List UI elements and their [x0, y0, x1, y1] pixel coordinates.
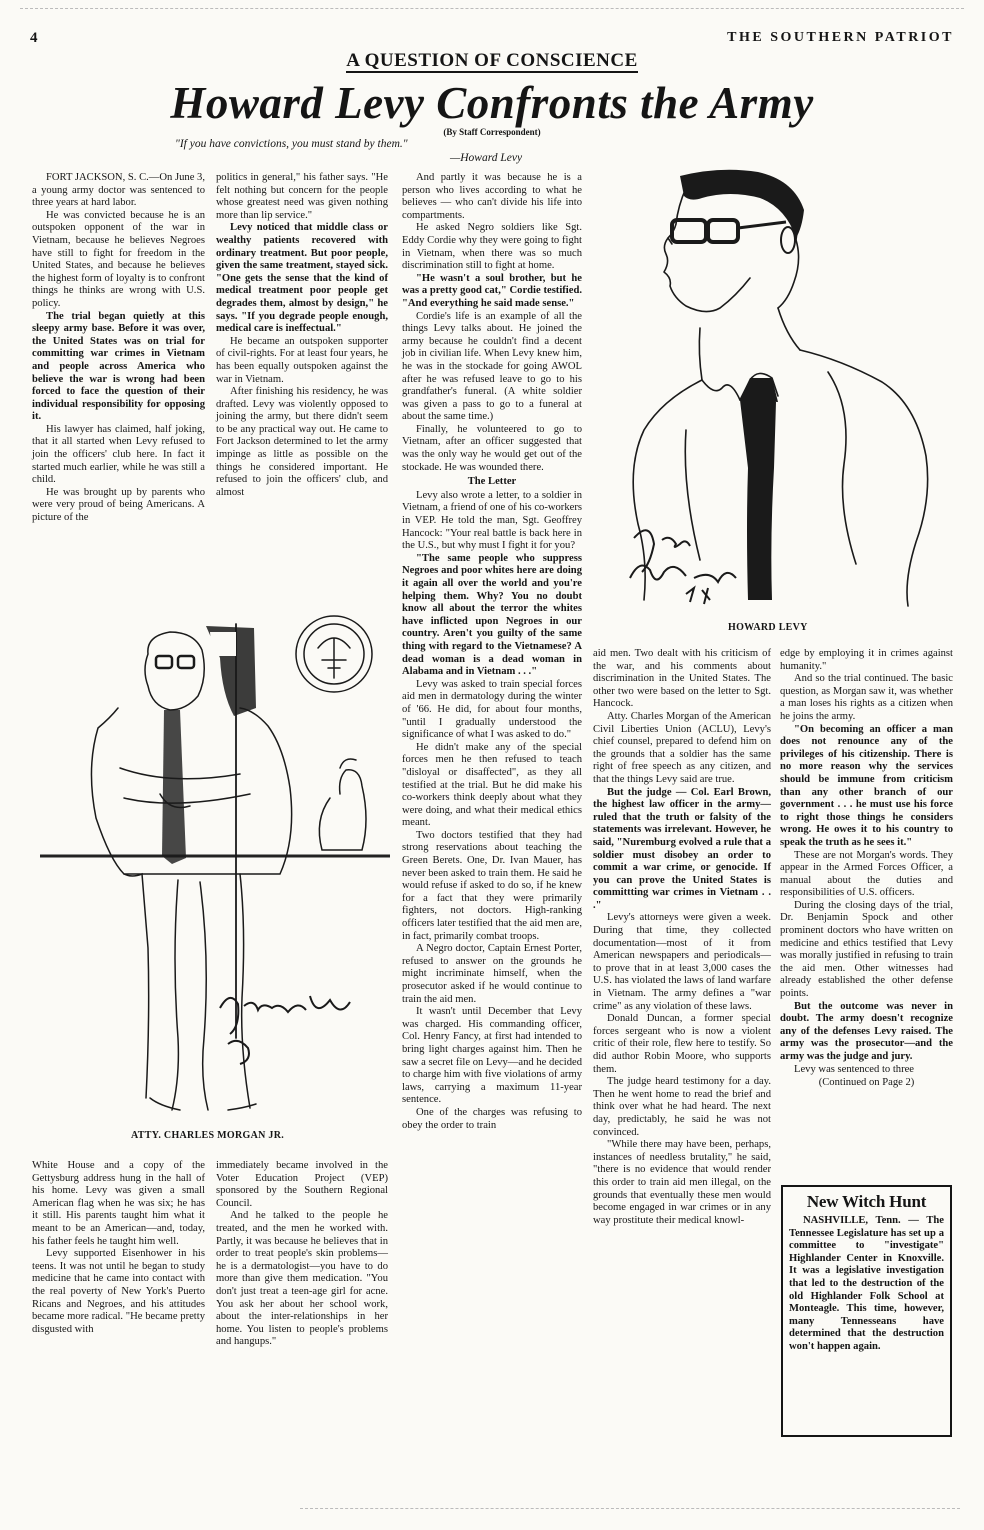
article-column-2-bottom [216, 1160, 388, 1349]
box-body: NASHVILLE, Tenn. — The Tennessee Legislature has set up a committee to "investigate" Highlander Center in Knoxville. It was a legislative investigation that led to the destruction of the old Highlander Folk School at Monteagle. This time, however, many Tennesseans have determined that the destruction won't happen again. [789, 1215, 944, 1352]
paragraph: A Negro doctor, Captain Ernest Porter, refused to answer on the grounds he might incriminate himself, when the prosecutor asked if he would continue to train the aid men. [402, 943, 582, 1005]
kicker [0, 50, 984, 72]
paragraph: But the outcome was never in doubt. The army doesn't recognize any of the defenses Levy raised. The army was the prosecutor—and the army was the judge and jury. [780, 1000, 953, 1062]
paragraph: Levy noticed that middle class or wealthy patients recovered with ordinary treatment. But poor people, given the same treatment, stayed sick. "One gets the sense that the kind of medical treatment poor people get degrades them, almost by design," he says. "If you degrade people enough, medical care is ineffectual." [216, 222, 388, 335]
howard-levy-portrait-sketch [590, 168, 960, 608]
byline: (By Staff Correspondent) [443, 127, 541, 137]
paragraph: He didn't make any of the special forces men he then refused to teach "disloyal or disaffected", as they all testified at the trial. But he did make his co-workers think deeply about what they were doing, and what their medical ethics meant. [402, 741, 582, 829]
paragraph: White House and a copy of the Gettysburg address hung in the hall of his home. Levy was given a small American flag when he was six; he has it still. His parents taught him what it meant to be an American—and, today, his father feels he taught him well. [32, 1160, 205, 1247]
paragraph: And so the trial continued. The basic question, as Morgan saw it, was whether a man loses his rights as a citizen when he joins the army. [780, 673, 953, 722]
paragraph: Two doctors testified that they had strong reservations about teaching the Green Berets. One, Dr. Ivan Mauer, has never been asked to train them. He said he would refuse if asked to do so, if he knew for a fact that they were primarily fighters, not doctors. High-ranking officers later testified that the aid men are, in fact, primarily combat troops. [402, 829, 582, 942]
paragraph: And he talked to the people he treated, and the men he worked with. Partly, it was because he believes that in order to treat people's skin problems—he is a dermatologist—you have to do more than give them medication. "You don't just treat a teen-age girl for acne. You ask her about her school work, about the inter-relationships in her home. You listen to people's problems and hangups." [216, 1210, 388, 1348]
newspaper-name: THE SOUTHERN PATRIOT [727, 30, 954, 45]
paragraph: immediately became involved in the Voter Education Project (VEP) sponsored by the Southern Regional Council. [216, 1160, 388, 1209]
caption-charles-morgan: ATTY. CHARLES MORGAN JR. [131, 1130, 285, 1141]
bottom-rule [300, 1508, 960, 1509]
paragraph: edge by employing it in crimes against humanity." [780, 648, 953, 672]
article-column-5 [780, 648, 953, 1090]
charles-morgan-portrait-sketch [40, 598, 390, 1113]
article-column-1 [32, 172, 205, 525]
paragraph: "He wasn't a soul brother, but he was a pretty good cat," Cordie testified. "And everything he said made sense." [402, 272, 582, 309]
epigraph-quote: "If you have convictions, you must stand by them." [175, 138, 408, 150]
article-column-1-bottom [32, 1160, 205, 1336]
paragraph: He was convicted because he is an outspoken opponent of the war in Vietnam, because he believes Negroes have still to fight for freedom in the United States, and because he believes the highest form of loyalty is to confront things he thinks are wrong with U.S. policy. [32, 209, 205, 309]
new-witch-hunt-box [781, 1185, 952, 1437]
paragraph: These are not Morgan's words. They appear in the Armed Forces Officer, a manual about the duties and responsibilities of U.S. officers. [780, 849, 953, 899]
paragraph: His lawyer has claimed, half joking, that it all started when Levy refused to join the officers' club here. In fact it started much earlier, while he was still a child. [32, 423, 205, 486]
kicker-text: A QUESTION OF CONSCIENCE [346, 50, 638, 71]
article-column-3 [402, 172, 582, 1132]
masthead [30, 30, 954, 50]
paragraph: Levy supported Eisenhower in his teens. It was not until he began to study medicine that he came into contact with the real poverty of New York's Puerto Ricans and Negroes, and his attitudes became more radical. "He became pretty disgusted with [32, 1248, 205, 1335]
paragraph: politics in general," his father says. "He felt nothing but concern for the people whose greatest need was given nothing more than lip service." [216, 172, 388, 221]
paragraph: The judge heard testimony for a day. Then he went home to read the brief and think over what he had heard. The next day, predictably, he said he was not convinced. [593, 1076, 771, 1138]
paragraph: Levy was sentenced to three [794, 1063, 915, 1075]
article-column-2 [216, 172, 388, 499]
caption-howard-levy: HOWARD LEVY [728, 622, 808, 633]
top-rule [20, 8, 964, 9]
paragraph: Levy also wrote a letter, to a soldier in Vietnam, a friend of one of his co-workers in VEP. He told the man, Sgt. Geoffrey Hancock: "Your real battle is back here in the U.S., but why must I fight it for you? [402, 489, 582, 552]
paragraph: He became an outspoken supporter of civil-rights. For at least four years, he has been equally outspoken against the war in Vietnam. [216, 335, 388, 385]
paragraph: One of the charges was refusing to obey the order to train [402, 1106, 582, 1131]
subheading: The Letter [467, 476, 517, 488]
paragraph: Cordie's life is an example of all the things Levy talks about. He joined the army because he couldn't find a decent job in civilian life. When Levy knew him, he was in the stockade for going AWOL after he was refused leave to go to his grandfather's funeral. (A white soldier was given a pass to go to a funeral at about the same time.) [402, 310, 582, 423]
headline: Howard Levy Confronts the Army [170, 78, 814, 128]
paragraph: He was brought up by parents who were very proud of being Americans. A picture of the [32, 486, 205, 524]
paragraph: Levy was asked to train special forces aid men in dermatology during the winter of '66. He did, for about four months, "until I gradually understood the significance of what I was asked to do." [402, 678, 582, 741]
paragraph: aid men. Two dealt with his criticism of the war, and his comments about discrimination in the United States. The other two were based on the letter to Sgt. Hancock. [593, 648, 771, 710]
article-column-4 [593, 648, 771, 1227]
continuation-note: (Continued on Page 2) [818, 1077, 915, 1089]
paragraph: "The same people who suppress Negroes and poor whites here are doing it again all over the world and you're helping them. Why? You no doubt know all about the terror the whites have inflicted upon Negroes in our country. Aren't you guilty of the same thing with regard to the Vietnamese? A dead woman is a dead woman in Alabama and in Vietnam . . ." [402, 552, 582, 678]
paragraph: Donald Duncan, a former special forces sergeant who is now a violent critic of their role, flew here to testify. So did author Robin Moore, who supports them. [593, 1013, 771, 1075]
epigraph-attribution: —Howard Levy [450, 152, 523, 164]
paragraph: Levy's attorneys were given a week. During that time, they collected documentation—most of it from American newspapers and periodicals—to prove that in at least 3,000 cases the U.S. has violated the laws of land warfare in Vietnam. The army defines a "war crime" as any violation of these laws. [593, 912, 771, 1012]
paragraph: It wasn't until December that Levy was charged. His commanding officer, Col. Henry Fancy, at first had intended to bring light charges against him. Then he saw a secret file on Levy—and he decided to charge him with five violations of army laws, carrying a maximum 11-year sentence. [402, 1006, 582, 1106]
paragraph: During the closing days of the trial, Dr. Benjamin Spock and other prominent doctors who have written on medicine and ethics testified that Levy was morally justified in refusing to train the aid men. Other witnesses had already established the other defense points. [780, 899, 953, 1000]
paragraph: And partly it was because he is a person who lives according to what he believes — who can't divide his life into compartments. [402, 172, 582, 221]
paragraph: After finishing his residency, he was drafted. Levy was violently opposed to joining the army, but there didn't seem to be any practical way out. He came to Fort Jackson determined to let the army impinge as little as possible on the things he considered important. He refused to join the officers' club, and almost [216, 386, 388, 498]
box-title: New Witch Hunt [806, 1192, 927, 1211]
paragraph: Atty. Charles Morgan of the American Civil Liberties Union (ACLU), Levy's chief counsel, prepared to defend him on the grounds that a soldier has the same right of free speech as any citizen, and that the things Levy said are true. [593, 710, 771, 785]
paragraph: FORT JACKSON, S. C.—On June 3, a young army doctor was sentenced to three years at hard labor. [32, 172, 205, 209]
paragraph: He asked Negro soldiers like Sgt. Eddy Cordie why they were going to fight in Vietnam, when there was so much discrimination still to fight at home. [402, 222, 582, 272]
paragraph: But the judge — Col. Earl Brown, the highest law officer in the army—ruled that the truth or falsity of the statements was irrelevant. However, he said, "Nuremburg evolved a rule that a soldier must disobey an order to commit a war crime, or genocide. If you can prove the United States is committting war crimes in Vietnam . . ." [593, 786, 771, 911]
page-number: 4 [30, 30, 38, 46]
paragraph: Finally, he volunteered to go to Vietnam, after an officer suggested that was the only way he would get out of the stockade. He was wounded there. [402, 423, 582, 473]
paragraph: "On becoming an officer a man does not renounce any of the privileges of his citizenship. There is no more reason why the services should be immune from criticism than any other branch of our government . . . he must use his force to right those things he considers wrong. He owes it to his country to speak the truth as he sees it." [780, 723, 953, 848]
paragraph: The trial began quietly at this sleepy army base. Before it was over, the United States was on trial for committing war crimes in Vietnam and people across America who believe the war is wrong had been forced to face the question of their individual responsibility for opposing it. [32, 310, 205, 423]
paragraph: "While there may have been, perhaps, instances of needless brutality," he said, "there is no evidence that would render this order to train aid men illegal, on the grounds that eventually these men would become engaged in war crimes or in any way prostitute their medical knowl- [593, 1139, 771, 1226]
